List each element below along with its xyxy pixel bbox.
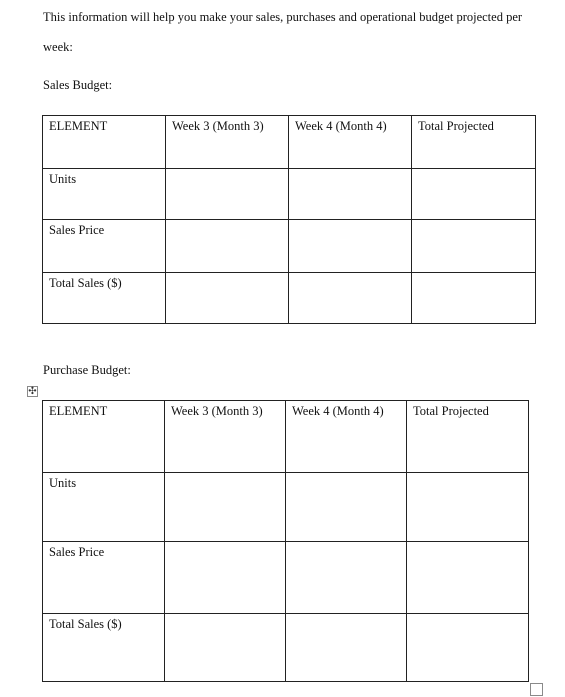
table-header-cell[interactable]: Week 3 (Month 3) [165, 401, 286, 473]
table-cell[interactable] [286, 542, 407, 614]
table-cell[interactable] [286, 614, 407, 682]
intro-line-2: week: [43, 40, 73, 54]
table-row [43, 169, 536, 220]
table-row [43, 116, 536, 169]
table-header-cell[interactable]: Week 4 (Month 4) [289, 116, 412, 169]
table-header-cell[interactable]: ELEMENT [43, 401, 165, 473]
move-arrows-icon: ✣ [28, 385, 37, 397]
table-cell[interactable] [412, 169, 536, 220]
table-cell[interactable] [407, 542, 529, 614]
purchase-budget-heading: Purchase Budget: [43, 363, 131, 377]
table-header-cell[interactable]: Week 3 (Month 3) [166, 116, 289, 169]
table-header-cell[interactable]: ELEMENT [43, 116, 166, 169]
table-row [43, 220, 536, 273]
table-cell[interactable] [166, 220, 289, 273]
table-cell[interactable] [289, 273, 412, 324]
table-row [43, 473, 529, 542]
table-cell[interactable] [166, 273, 289, 324]
table-cell[interactable] [286, 473, 407, 542]
table-row [43, 614, 529, 682]
table-cell[interactable] [165, 473, 286, 542]
table-row [43, 542, 529, 614]
table-header-cell[interactable]: Total Projected [407, 401, 529, 473]
table-cell[interactable]: Total Sales ($) [43, 273, 166, 324]
table-cell[interactable] [407, 614, 529, 682]
table-cell[interactable] [165, 614, 286, 682]
table-cell[interactable] [412, 220, 536, 273]
table-cell[interactable]: Units [43, 473, 165, 542]
table-cell[interactable] [289, 169, 412, 220]
table-cell[interactable] [166, 169, 289, 220]
table-cell[interactable] [412, 273, 536, 324]
table-row [43, 401, 529, 473]
table-header-cell[interactable]: Week 4 (Month 4) [286, 401, 407, 473]
table-header-cell[interactable]: Total Projected [412, 116, 536, 169]
table-row [43, 273, 536, 324]
table-move-handle[interactable] [27, 386, 38, 397]
intro-line-1: This information will help you make your sales, purchases and operational budget projected per [43, 10, 523, 24]
purchase-budget-table [42, 400, 529, 682]
resize-square-icon[interactable] [530, 683, 543, 696]
table-cell[interactable]: Total Sales ($) [43, 614, 165, 682]
table-cell[interactable]: Units [43, 169, 166, 220]
table-cell[interactable]: Sales Price [43, 542, 165, 614]
sales-budget-table [42, 115, 536, 324]
table-cell[interactable]: Sales Price [43, 220, 166, 273]
table-cell[interactable] [165, 542, 286, 614]
table-cell[interactable] [289, 220, 412, 273]
sales-budget-heading: Sales Budget: [43, 78, 113, 92]
table-cell[interactable] [407, 473, 529, 542]
